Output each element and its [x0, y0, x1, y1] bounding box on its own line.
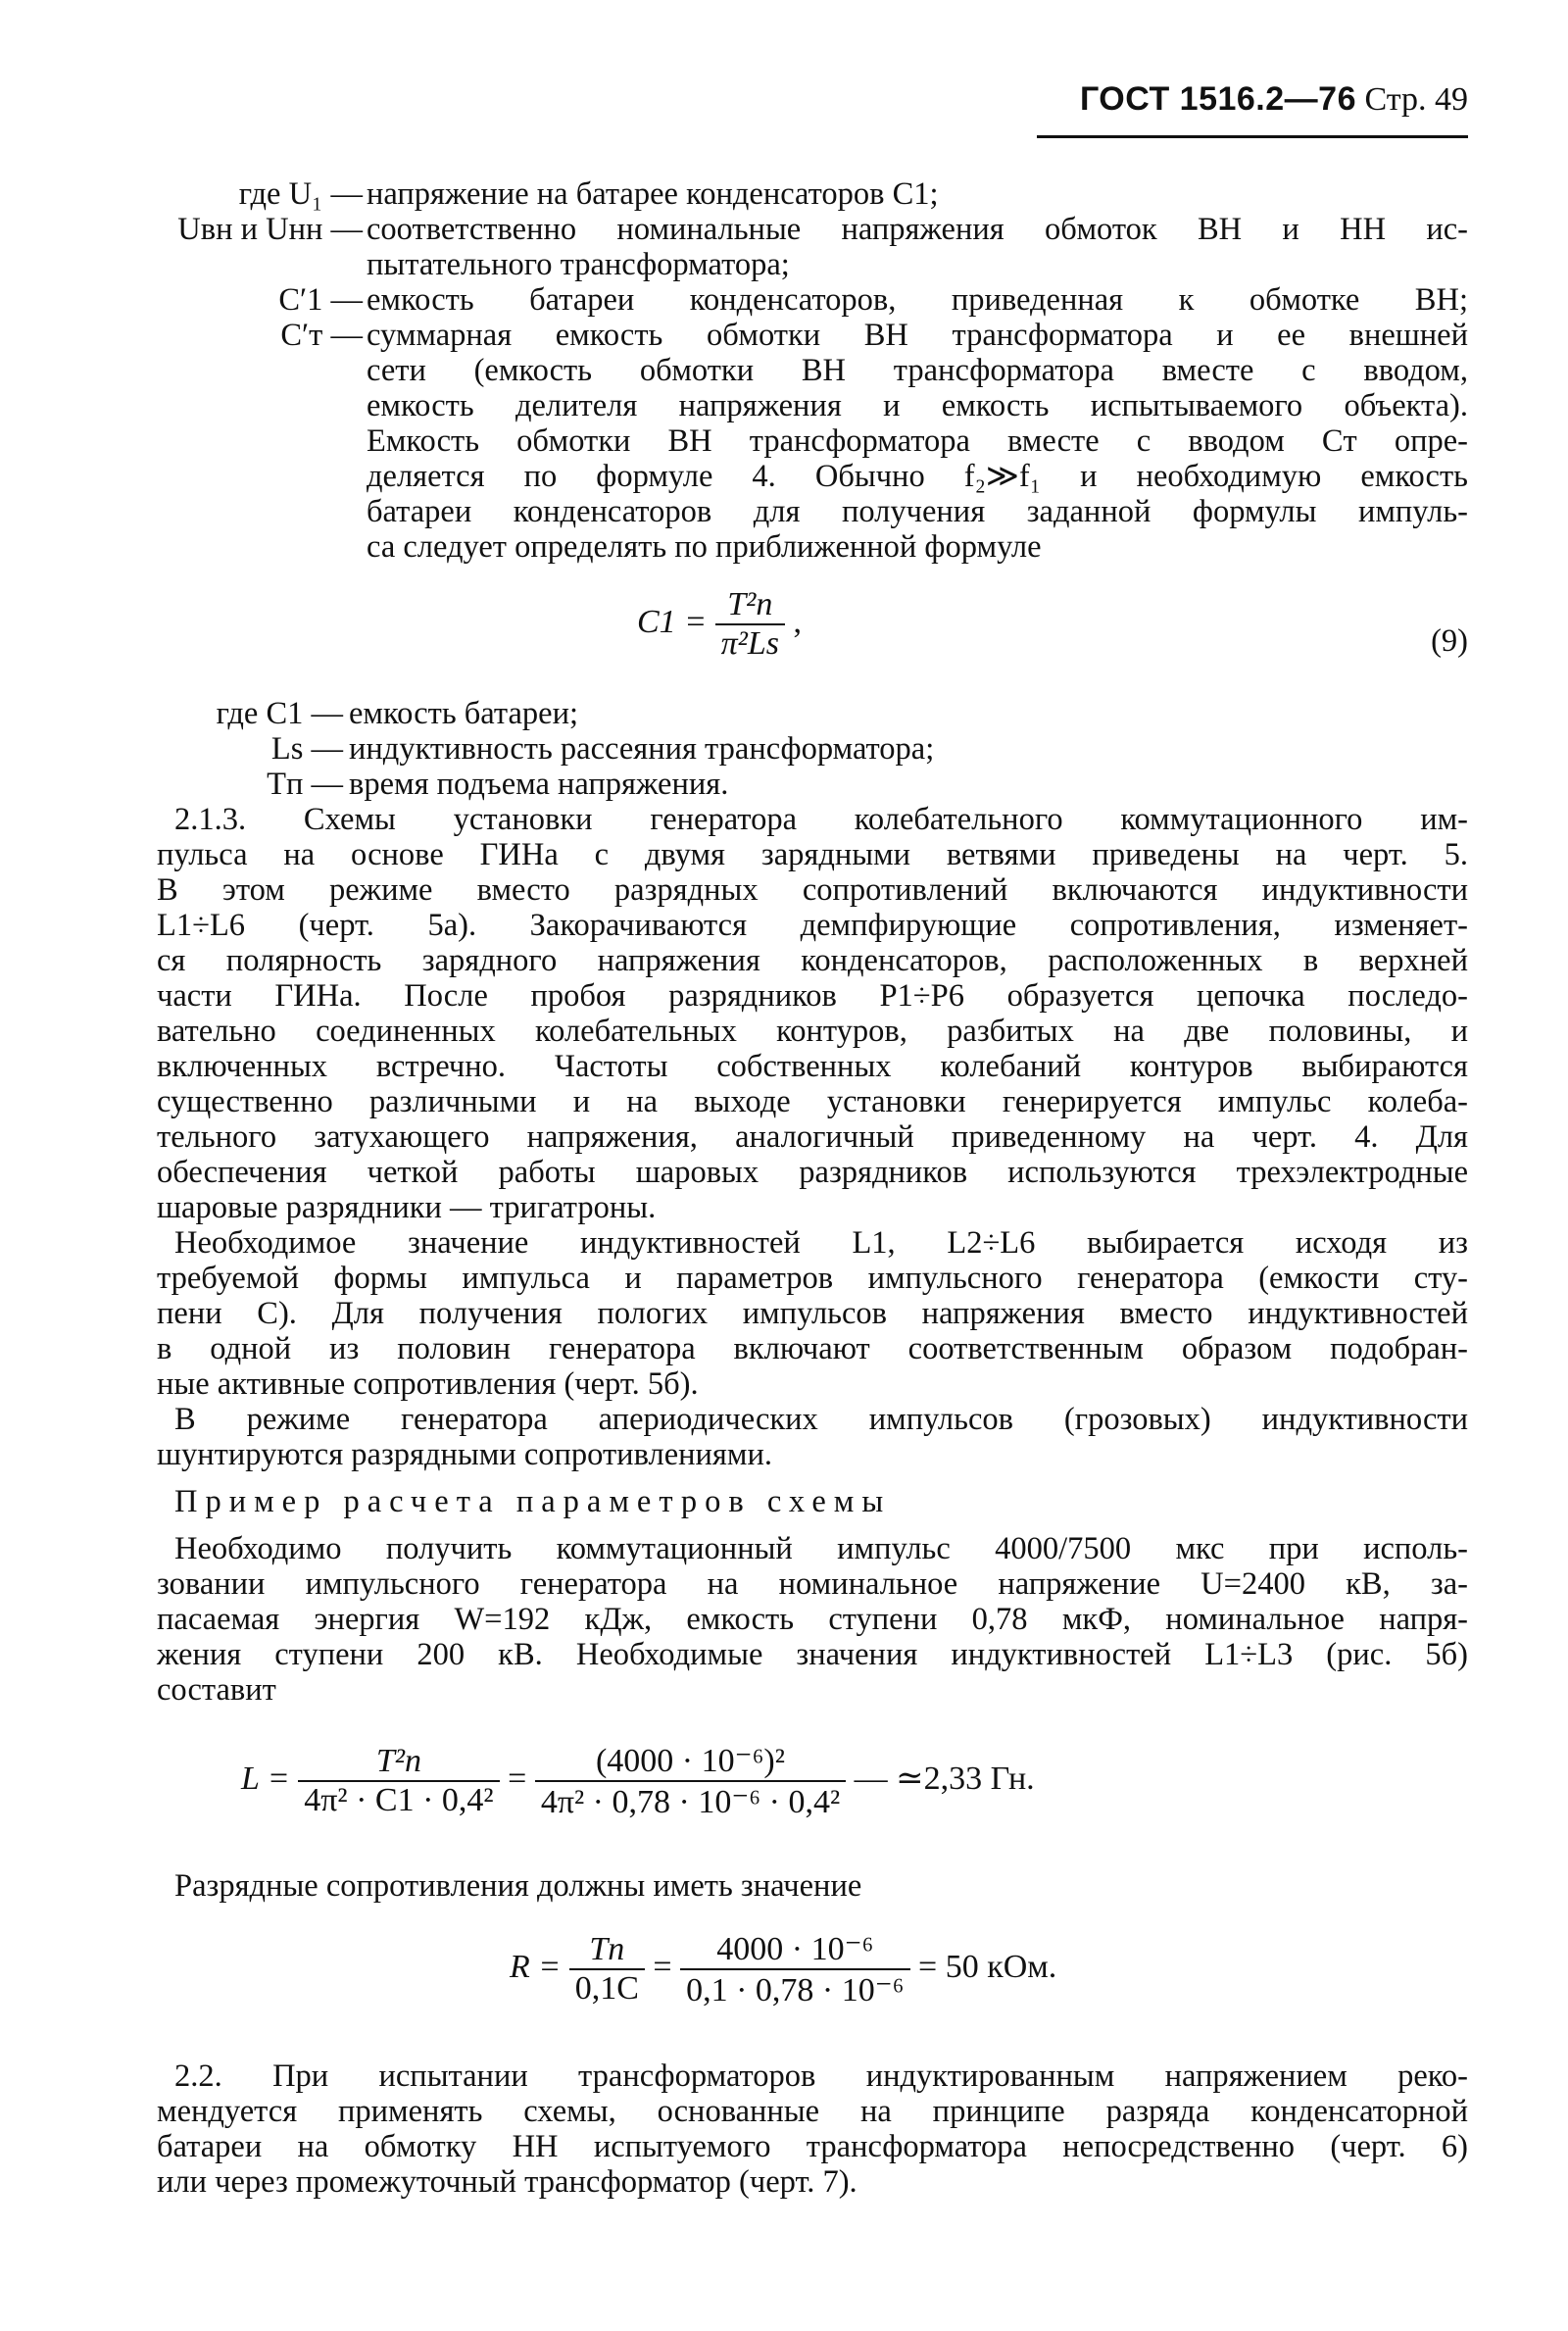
formula-9 — [637, 586, 802, 663]
formula-fraction — [535, 1741, 846, 1821]
formula-equals: = — [653, 1948, 672, 1985]
def-text: емкость батареи; — [349, 696, 579, 731]
paragraph-line: пульса на основе ГИНа с двумя зарядными ветвями приведены на черт. 5. — [157, 837, 1468, 872]
formula-inductance — [241, 1741, 1035, 1821]
paragraph-line: В режиме генератора апериодических импульсов (грозовых) индуктивности — [174, 1402, 1468, 1437]
example-heading: Пример расчета параметров схемы — [174, 1484, 892, 1519]
formula-denominator: 4π² · C1 · 0,4² — [304, 1782, 494, 1818]
paragraph-line: Необходимое значение индуктивностей L1, L2÷L6 выбирается исходя из — [174, 1225, 1468, 1261]
paragraph-line: L1÷L6 (черт. 5а). Закорачиваются демпфирующие сопротивления, изменяет- — [157, 908, 1468, 943]
paragraph-line: Необходимо получить коммутационный импульс 4000/7500 мкс при исполь- — [174, 1531, 1468, 1566]
paragraph-line: батареи на обмотку НН испытуемого трансформатора непосредственно (черт. 6) — [157, 2129, 1468, 2164]
def-text: са следует определять по приближенной формуле — [367, 529, 1042, 565]
def-text: напряжение на батарее конденсаторов C1; — [367, 176, 939, 212]
formula-fraction — [680, 1929, 909, 2009]
formula-numerator: Tп — [569, 1931, 645, 1970]
formula-numerator: T²п — [715, 586, 785, 625]
formula-result: = 50 кОм. — [918, 1948, 1057, 1985]
paragraph-line: существенно различными и на выходе установки генерируется импульс колеба- — [157, 1084, 1468, 1119]
formula-numerator: T²п — [298, 1743, 499, 1782]
formula-denominator: 0,1 · 0,78 · 10⁻⁶ — [686, 1972, 905, 2009]
paragraph-line: составит — [157, 1672, 276, 1708]
formula-tail: , — [793, 603, 802, 640]
formula-lhs: C1 = — [637, 603, 708, 640]
def-label: C′1 — — [278, 282, 363, 318]
formula-equals: = — [508, 1760, 527, 1797]
formula-denominator: 4π² · 0,78 · 10⁻⁶ · 0,4² — [540, 1784, 841, 1820]
paragraph-line: вательно соединенных колебательных контуров, разбитых на две половины, и — [157, 1014, 1468, 1049]
standard-number: ГОСТ 1516.2—76 — [1079, 80, 1356, 118]
paragraph-line: части ГИНа. После пробоя разрядников Р1÷Р6 образуется цепочка последо- — [157, 978, 1468, 1014]
paragraph-line: включенных встречно. Частоты собственных колебаний контуров выбираются — [157, 1049, 1468, 1084]
formula-fraction — [298, 1743, 499, 1819]
def-label: Ls — — [270, 731, 343, 767]
formula-resistance — [510, 1929, 1056, 2009]
paragraph-line: 2.2. При испытании трансформаторов индуктированным напряжением реко- — [174, 2058, 1468, 2094]
paragraph-line: шунтируются разрядными сопротивлениями. — [157, 1437, 772, 1472]
paragraph-line: обеспечения четкой работы шаровых разрядников используются трехэлектродные — [157, 1155, 1468, 1190]
def-text: сети (емкость обмотки ВН трансформатора вместе с вводом, — [367, 353, 1468, 388]
def-text: емкость батареи конденсаторов, приведенная к обмотке ВН; — [367, 282, 1468, 318]
paragraph-line: В этом режиме вместо разрядных сопротивлений включаются индуктивности — [157, 872, 1468, 908]
def-text: Емкость обмотки ВН трансформатора вместе с вводом Cт опре- — [367, 423, 1468, 459]
header-rule — [1037, 135, 1468, 138]
def-text: суммарная емкость обмотки ВН трансформатора и ее внешней — [367, 318, 1468, 353]
formula-fraction — [569, 1931, 645, 2008]
equation-number: (9) — [1431, 623, 1468, 659]
formula-lhs: R = — [510, 1948, 562, 1985]
def-text: пытательного трансформатора; — [367, 247, 790, 282]
formula-fraction — [715, 586, 785, 663]
paragraph-line: пени С). Для получения пологих импульсов напряжения вместо индуктивностей — [157, 1296, 1468, 1331]
def-text: соответственно номинальные напряжения обмоток ВН и НН ис- — [367, 212, 1468, 247]
paragraph-line: шаровые разрядники — тригатроны. — [157, 1190, 657, 1225]
def-label: где U₁ — — [238, 176, 363, 212]
def-label: Tп — — [267, 767, 343, 802]
paragraph-line: зовании импульсного генератора на номинальное напряжение U=2400 кВ, за- — [157, 1566, 1468, 1602]
paragraph-line: требуемой формы импульса и параметров импульсного генератора (емкости сту- — [157, 1261, 1468, 1296]
def-label: где C1 — — [216, 696, 343, 731]
formula-denominator: π²Ls — [720, 625, 779, 662]
paragraph-line: ные активные сопротивления (черт. 5б). — [157, 1366, 699, 1402]
def-label: Uвн и Uнн — — [177, 212, 363, 247]
page-header — [1080, 80, 1468, 119]
paragraph-line: Разрядные сопротивления должны иметь значение — [174, 1868, 862, 1904]
paragraph-line: или через промежуточный трансформатор (черт. 7). — [157, 2164, 858, 2200]
paragraph-line: пасаемая энергия W=192 кДж, емкость ступени 0,78 мкФ, номинальное напря- — [157, 1602, 1468, 1637]
def-text: батареи конденсаторов для получения заданной формулы импуль- — [367, 494, 1468, 529]
formula-denominator: 0,1C — [574, 1970, 639, 2007]
def-text: время подъема напряжения. — [349, 767, 729, 802]
def-text: индуктивность рассеяния трансформатора; — [349, 731, 935, 767]
page-number: Стр. 49 — [1364, 81, 1468, 118]
paragraph-line: мендуется применять схемы, основанные на принципе разряда конденсаторной — [157, 2094, 1468, 2129]
formula-result: — ≃2,33 Гн. — [854, 1760, 1035, 1797]
def-label: C′т — — [280, 318, 363, 353]
paragraph-line: ся полярность зарядного напряжения конденсаторов, расположенных в верхней — [157, 943, 1468, 978]
formula-lhs: L = — [241, 1760, 290, 1797]
formula-numerator: (4000 · 10⁻⁶)² — [535, 1741, 846, 1782]
paragraph-line: тельного затухающего напряжения, аналогичный приведенному на черт. 4. Для — [157, 1119, 1468, 1155]
def-text: емкость делителя напряжения и емкость испытываемого объекта). — [367, 388, 1468, 423]
paragraph-line: жения ступени 200 кВ. Необходимые значения индуктивностей L1÷L3 (рис. 5б) — [157, 1637, 1468, 1672]
paragraph-line: в одной из половин генератора включают соответственным образом подобран- — [157, 1331, 1468, 1366]
def-text: деляется по формуле 4. Обычно f₂≫f₁ и необходимую емкость — [367, 459, 1468, 494]
formula-numerator: 4000 · 10⁻⁶ — [680, 1929, 909, 1970]
paragraph-line: 2.1.3. Схемы установки генератора колебательного коммутационного им- — [174, 802, 1468, 837]
